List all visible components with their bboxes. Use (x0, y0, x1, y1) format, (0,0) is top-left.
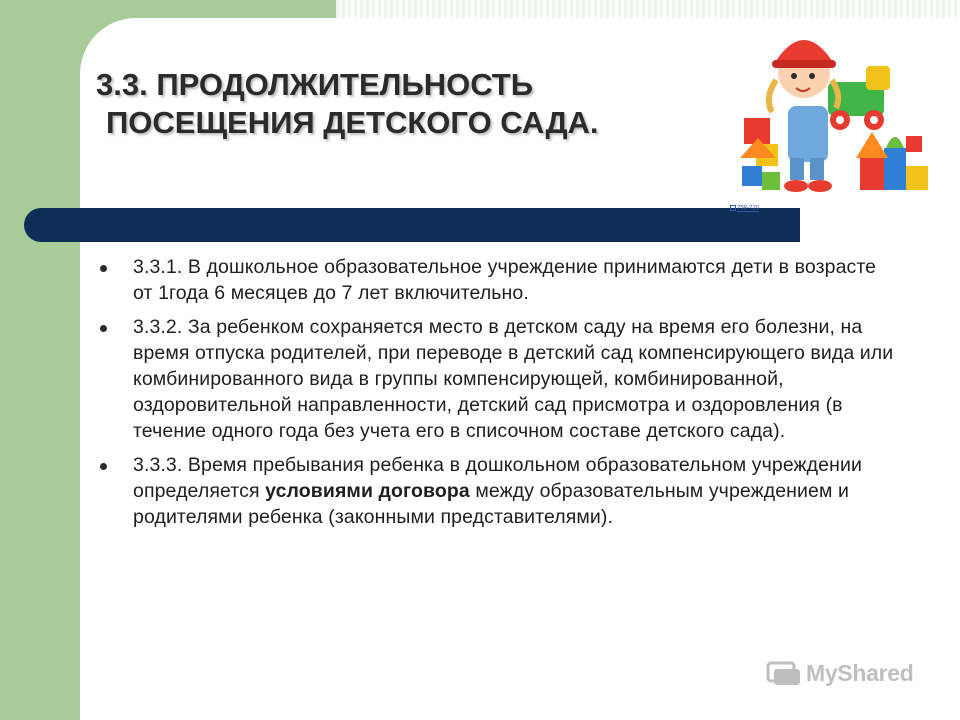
bullet-dot-icon (100, 265, 107, 272)
title-divider-bar (24, 205, 800, 242)
block-arch (886, 137, 904, 148)
bullet-text-start: 3.3.3. Время пребывания ребенка в дошкольном образовательном учреждении определяется (133, 454, 862, 502)
bullet-text: 3.3.2. За ребенком сохраняется место в детском саду на время его болезни, на время отпуска родителей, при переводе в детский сад компенсирующего вида или комбинированного вида в группы компенсирующей, комбинированной, оздоровительной направленности, детский сад присмотра и оздоровления (в течение одного года без учета его в списочном составе детского сада). (133, 316, 894, 442)
bullet-item (96, 254, 896, 306)
bullet-dot-icon (100, 325, 107, 332)
block-red-2 (860, 158, 884, 190)
image-icon (730, 205, 736, 211)
block-yellow-2 (906, 166, 928, 190)
bullet-text-bold: условиями договора (265, 480, 470, 502)
bullet-item (96, 452, 896, 530)
title-line-1: 3.3. ПРОДОЛЖИТЕЛЬНОСТЬ (96, 67, 534, 102)
watermark-text: MyShared (806, 659, 914, 686)
myshared-logo-icon (766, 659, 800, 687)
title-line-2: ПОСЕЩЕНИЯ ДЕТСКОГО САДА. (106, 105, 599, 140)
bullet-item (96, 314, 896, 444)
block-green (762, 172, 780, 190)
bullet-text-end: между образовательным учреждением и родителями ребенка (законными представителями). (133, 480, 850, 528)
block-blue (742, 166, 762, 186)
bullet-text: 3.3.1. В дошкольное образовательное учреждение принимаются дети в возрасте от 1года 6 месяцев до 7 лет включительно. (133, 256, 877, 304)
bullet-dot-icon (100, 463, 107, 470)
image-link-text: 758-720 (737, 205, 760, 212)
myshared-watermark (766, 655, 936, 691)
child-builder-illustration (736, 8, 936, 204)
slide-title (96, 66, 736, 142)
block-triangle-2 (856, 132, 888, 158)
bullet-list (96, 254, 896, 538)
child-overalls (788, 106, 828, 162)
block-blue-2 (884, 148, 906, 190)
image-link[interactable] (730, 205, 759, 212)
